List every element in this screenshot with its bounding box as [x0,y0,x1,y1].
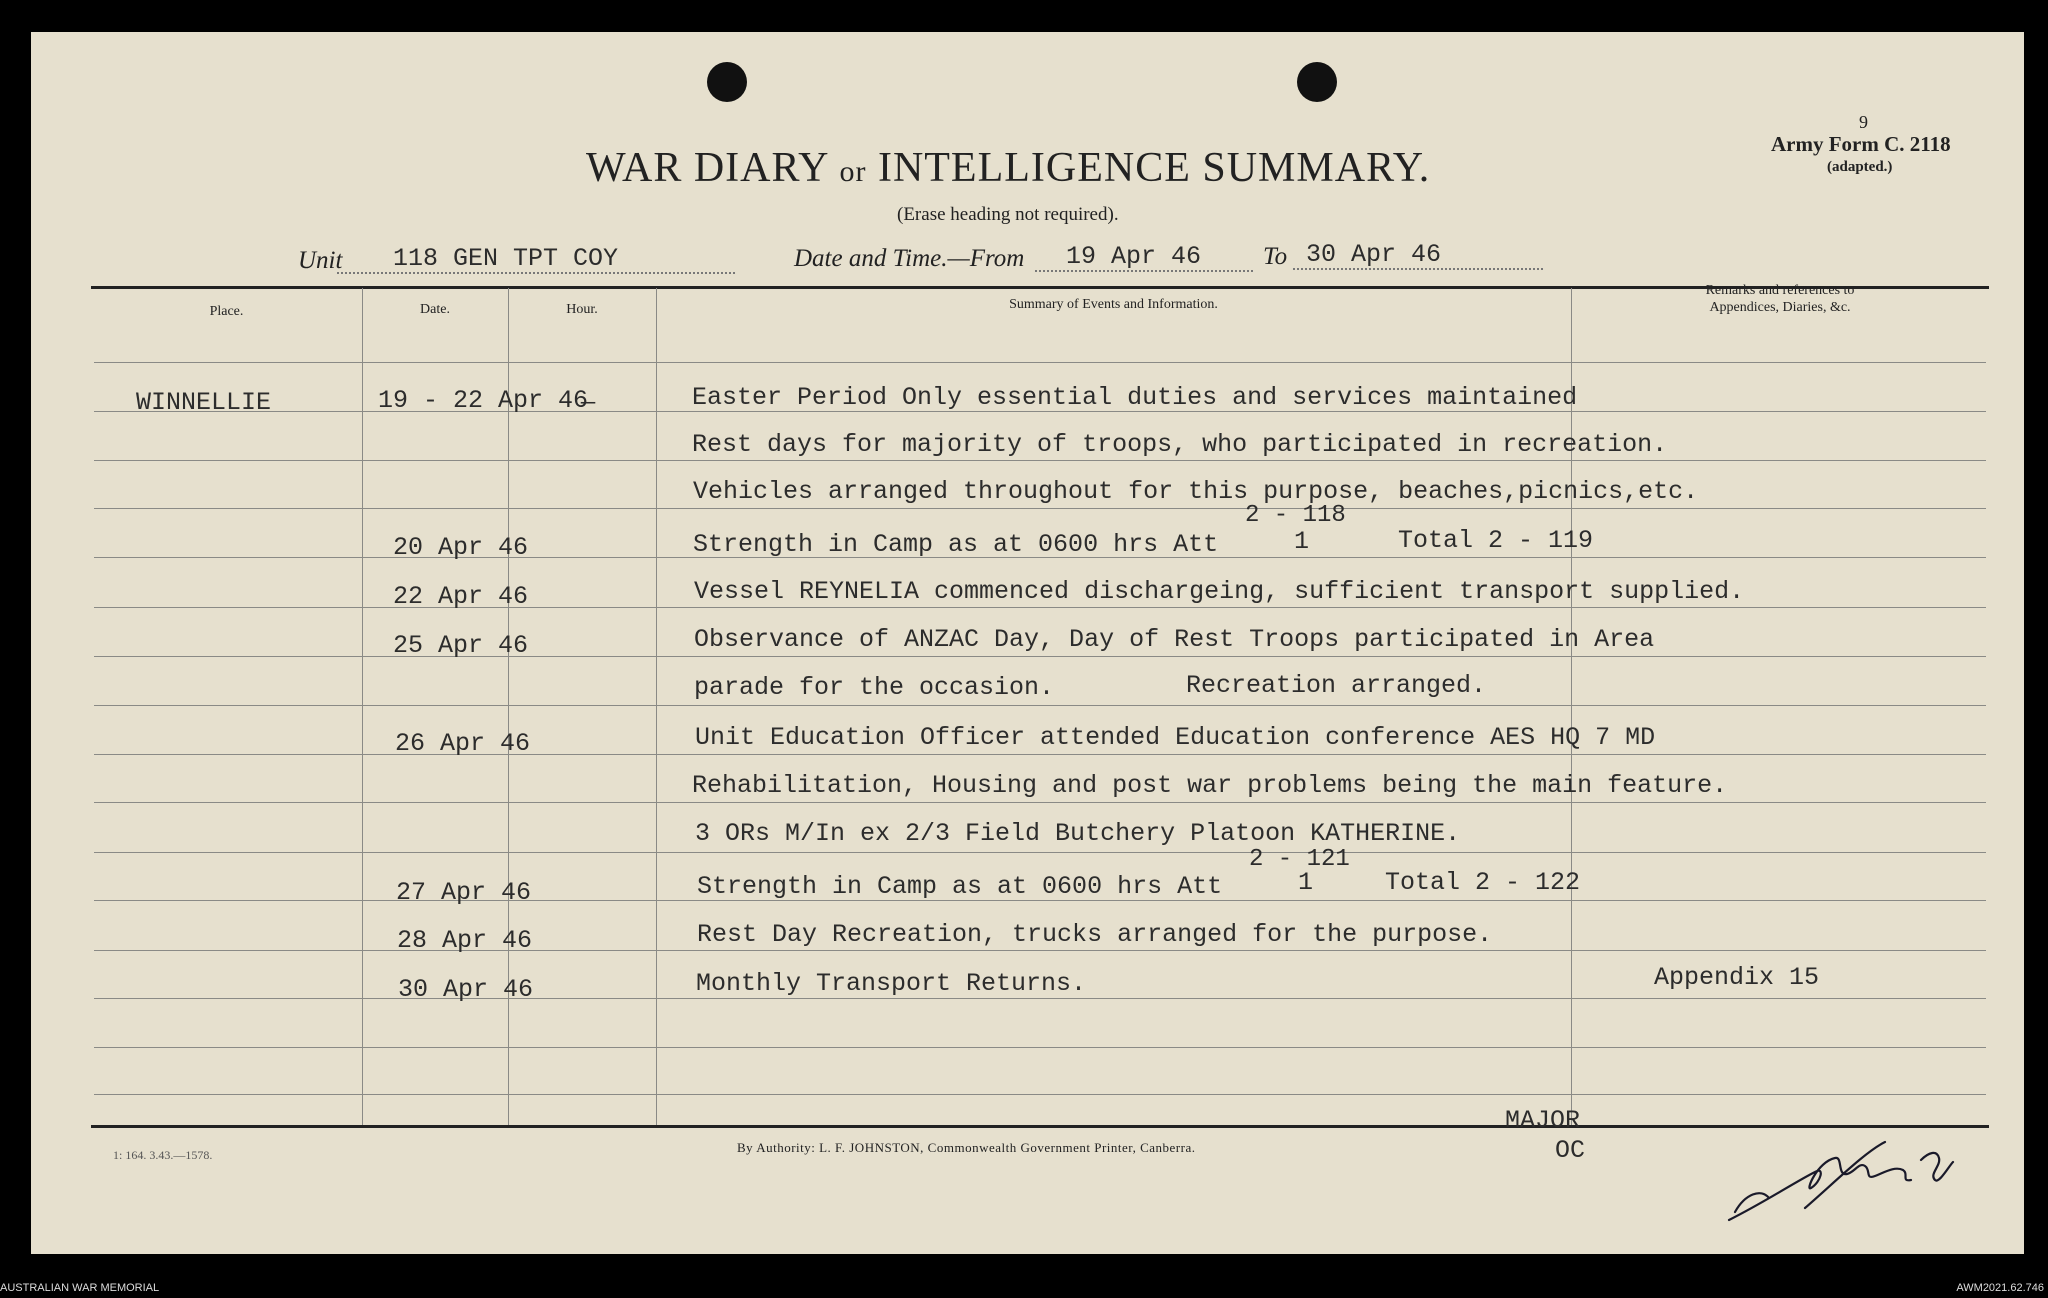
date-cell-5: 22 Apr 46 [393,582,529,611]
date-cell-8: 26 Apr 46 [395,729,531,758]
form-mark: 9 [1859,112,1868,132]
punch-hole-right [1297,62,1337,102]
summary-line-10: 3 ORs M/In ex 2/3 Field Butchery Platoon KATHERINE. [695,819,1461,848]
page-title: WAR DIARY or INTELLIGENCE SUMMARY. [586,145,1431,191]
ruled-line [94,802,1986,803]
diary-page [31,32,2024,1254]
place-cell: WINNELLIE [136,388,272,417]
ruled-line [94,656,1986,657]
col-divider-place [362,288,363,1125]
summary-line-7b: Recreation arranged. [1186,671,1487,700]
table-bottom-rule [91,1125,1989,1128]
date-cell-13: 30 Apr 46 [398,975,534,1004]
strength-fraction-top-2: 2 - 121 [1249,846,1350,873]
col-header-remarks-line2: Appendices, Diaries, &c. [1709,300,1851,315]
summary-line-8: Unit Education Officer attended Education conference AES HQ 7 MD [695,723,1656,752]
summary-line-11: Strength in Camp as at 0600 hrs Att [697,872,1223,901]
summary-line-13: Monthly Transport Returns. [696,969,1087,998]
signature-rank: MAJOR [1505,1106,1581,1135]
ruled-line [94,950,1986,951]
summary-line-1: Easter Period Only essential duties and services maintained [692,383,1578,412]
from-value: 19 Apr 46 [1066,242,1202,271]
summary-line-4: Strength in Camp as at 0600 hrs Att [693,530,1219,559]
summary-line-12: Rest Day Recreation, trucks arranged for the purpose. [697,920,1493,949]
col-header-remarks-line1: Remarks and references to [1705,283,1855,298]
summary-line-5: Vessel REYNELIA commenced dischargeing, sufficient transport supplied. [694,577,1745,606]
date-cell-11: 27 Apr 46 [396,878,532,907]
form-number: Army Form C. 2118 [1771,132,1951,156]
printer-authority: By Authority: L. F. JOHNSTON, Commonwealth Government Printer, Canberra. [737,1140,1196,1155]
col-header-summary: Summary of Events and Information. [1009,297,1218,312]
unit-label: Unit [298,247,343,274]
strength-total-2: Total 2 - 122 [1385,868,1581,897]
date-cell-1: 19 - 22 Apr 46̶ [378,386,589,415]
handwritten-signature [1725,1122,1975,1232]
date-cell-6: 25 Apr 46 [393,631,529,660]
ruled-line [94,508,1986,509]
punch-hole-left [707,62,747,102]
date-cell-4: 20 Apr 46 [393,533,529,562]
archive-label: AUSTRALIAN WAR MEMORIAL [0,1282,160,1294]
unit-value: 118 GEN TPT COY [393,244,619,273]
summary-line-9: Rehabilitation, Housing and post war problems being the main feature. [692,771,1728,800]
archive-reference: AWM2021.62.746 [1956,1282,2044,1294]
signature-role: OC [1555,1136,1586,1165]
strength-att-1: 1 [1294,527,1310,556]
datetime-label: Date and Time.—From [794,245,1025,272]
strength-total-1: Total 2 - 119 [1398,526,1594,555]
strength-att-2: 1 [1298,868,1314,897]
summary-line-3: Vehicles arranged throughout for this purpose, beaches,picnics,etc. [693,477,1699,506]
ruled-line [94,705,1986,706]
summary-line-6: Observance of ANZAC Day, Day of Rest Troops participated in Area [694,625,1655,654]
form-adapted: (adapted.) [1827,159,1893,175]
ruled-line [94,754,1986,755]
ruled-line [94,1094,1986,1095]
date-cell-12: 28 Apr 46 [397,926,533,955]
page-subtitle: (Erase heading not required). [897,204,1119,225]
col-divider-hour [656,288,657,1125]
summary-line-7a: parade for the occasion. [694,673,1055,702]
col-header-hour: Hour. [566,302,598,317]
remarks-appendix: Appendix 15 [1654,963,1820,992]
summary-line-2: Rest days for majority of troops, who participated in recreation. [692,430,1668,459]
to-value: 30 Apr 46 [1306,240,1442,269]
ruled-line [94,852,1986,853]
col-header-date: Date. [420,302,450,317]
form-print-code: 1: 164. 3.43.—1578. [113,1148,213,1162]
col-header-place: Place. [209,304,244,319]
col-divider-summary [1571,288,1572,1125]
ruled-line [94,607,1986,608]
ruled-line [94,362,1986,363]
strength-fraction-top-1: 2 - 118 [1245,502,1346,529]
ruled-line [94,998,1986,999]
to-label: To [1263,243,1288,270]
ruled-line [94,1047,1986,1048]
ruled-line [94,460,1986,461]
